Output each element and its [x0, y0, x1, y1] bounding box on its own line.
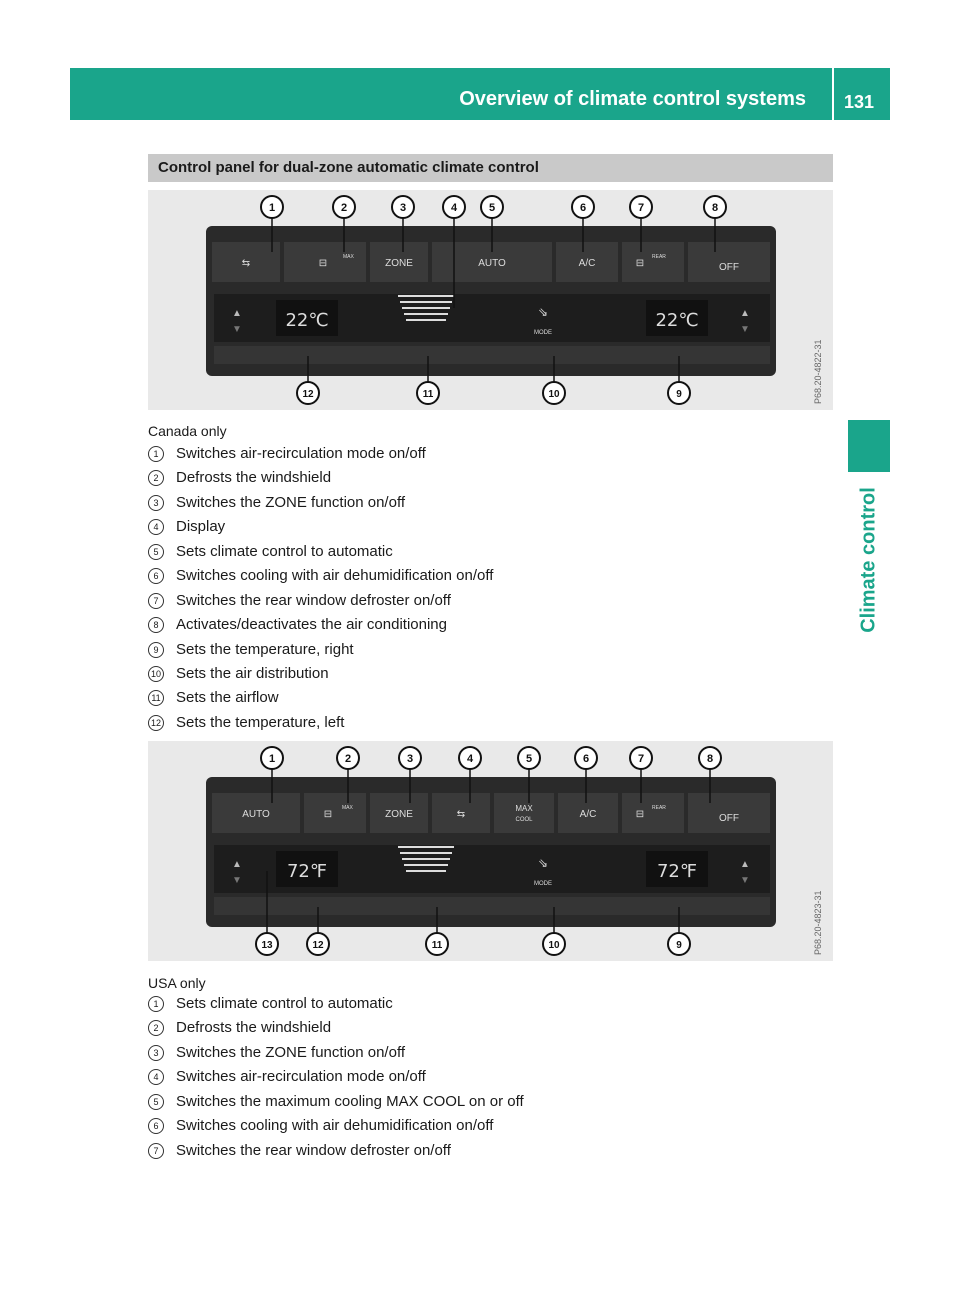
list-item: 7 Switches the rear window defroster on/off: [148, 589, 493, 613]
svg-text:13: 13: [261, 940, 273, 951]
figure-canada-panel: [148, 190, 833, 410]
temp-down-left-icon: ▼: [232, 875, 242, 886]
rear-defrost-button: [622, 793, 684, 833]
temp-left: 72℉: [286, 861, 328, 882]
list-item: 4 Display: [148, 515, 493, 539]
svg-text:10: 10: [548, 940, 560, 951]
list-item: 5 Sets climate control to automatic: [148, 540, 493, 564]
max-label: MAX: [342, 805, 353, 811]
auto-label: AUTO: [478, 258, 506, 269]
svg-text:9: 9: [676, 940, 682, 951]
callouts-bottom: [297, 382, 690, 404]
svg-text:4: 4: [466, 753, 474, 765]
off-label: OFF: [719, 813, 739, 824]
defrost-icon: ⊟: [323, 809, 333, 820]
list-item: 10 Sets the air distribution: [148, 662, 493, 686]
list-item: 5 Switches the maximum cooling MAX COOL on or off: [148, 1090, 524, 1114]
section-heading-text: Control panel for dual-zone automatic climate control: [158, 159, 539, 176]
svg-text:1: 1: [268, 753, 276, 765]
figure-code: P68.20-4823-31: [813, 890, 823, 955]
chapter-tab: [848, 420, 890, 472]
auto-label: AUTO: [242, 809, 270, 820]
list-item: 9 Sets the temperature, right: [148, 638, 493, 662]
figure-code: P68.20-4822-31: [813, 339, 823, 404]
page-header: [70, 68, 890, 120]
max-label: MAX: [343, 254, 354, 260]
chapter-label: Climate control: [857, 487, 880, 633]
temp-up-right-icon: ▲: [740, 859, 750, 870]
list-item: 2 Defrosts the windshield: [148, 466, 493, 490]
svg-text:5: 5: [525, 753, 533, 765]
list-item: 12 Sets the temperature, left: [148, 711, 493, 735]
temp-down-left-icon: ▼: [232, 324, 242, 335]
svg-text:3: 3: [399, 202, 407, 214]
rear-defrost-icon: ⊟: [635, 258, 645, 269]
page-title: Overview of climate control systems: [459, 88, 806, 110]
ac-label: A/C: [579, 809, 597, 820]
mode-label: MODE: [534, 330, 552, 336]
rear-defrost-icon: ⊟: [635, 809, 645, 820]
svg-text:1: 1: [268, 202, 276, 214]
list-item: 1 Sets climate control to automatic: [148, 992, 524, 1016]
page-number: 131: [844, 92, 875, 112]
defrost-max-button: [304, 793, 366, 833]
zone-label: ZONE: [385, 809, 413, 820]
list-item: 7 Switches the rear window defroster on/off: [148, 1139, 524, 1163]
list-item: 6 Switches cooling with air dehumidification on/off: [148, 1114, 524, 1138]
temp-up-left-icon: ▲: [232, 308, 242, 319]
rear-defrost-button: [622, 242, 684, 282]
climate-panel-diagram-usa: [148, 741, 833, 961]
caption-usa: USA only: [148, 975, 206, 991]
list-item: 11 Sets the airflow: [148, 686, 493, 710]
list-item: 3 Switches the ZONE function on/off: [148, 1041, 524, 1065]
air-distribution-icon: ⇘: [537, 305, 549, 319]
temp-right: 72℉: [656, 861, 698, 882]
svg-text:8: 8: [711, 202, 719, 214]
rear-label: REAR: [652, 254, 666, 260]
svg-text:12: 12: [312, 940, 324, 951]
rocker-strip: [214, 897, 770, 915]
temp-right: 22℃: [655, 310, 699, 331]
list-item: 1 Switches air-recirculation mode on/off: [148, 442, 493, 466]
temp-left: 22℃: [285, 310, 329, 331]
temp-down-right-icon: ▼: [740, 324, 750, 335]
off-label: OFF: [719, 262, 739, 273]
list-item: 2 Defrosts the windshield: [148, 1016, 524, 1040]
max-cool-button: [494, 793, 554, 833]
rocker-strip: [214, 346, 770, 364]
svg-text:4: 4: [450, 202, 458, 214]
svg-text:3: 3: [406, 753, 414, 765]
list-item: 8 Activates/deactivates the air conditioning: [148, 613, 493, 637]
svg-text:11: 11: [422, 389, 434, 400]
svg-text:2: 2: [340, 202, 348, 214]
figure-usa-panel: [148, 741, 833, 961]
max-cool-label-bottom: COOL: [515, 817, 533, 823]
header-divider: [832, 68, 834, 120]
list-item: 3 Switches the ZONE function on/off: [148, 491, 493, 515]
rear-label: REAR: [652, 805, 666, 811]
svg-text:8: 8: [706, 753, 714, 765]
section-heading: [148, 154, 833, 182]
legend-list-usa: [148, 992, 524, 1163]
defrost-icon: ⊟: [318, 258, 328, 269]
legend-list-canada: [148, 442, 493, 735]
recirculation-icon: ⇆: [241, 258, 251, 269]
svg-text:2: 2: [344, 753, 352, 765]
svg-text:9: 9: [676, 389, 682, 400]
zone-label: ZONE: [385, 258, 413, 269]
recirculation-icon: ⇆: [456, 809, 466, 820]
svg-text:12: 12: [302, 389, 314, 400]
list-item: 6 Switches cooling with air dehumidification on/off: [148, 564, 493, 588]
list-item: 4 Switches air-recirculation mode on/off: [148, 1065, 524, 1089]
svg-text:6: 6: [579, 202, 587, 214]
callouts-top: [261, 747, 721, 769]
temp-down-right-icon: ▼: [740, 875, 750, 886]
svg-text:11: 11: [431, 940, 443, 951]
temp-up-left-icon: ▲: [232, 859, 242, 870]
callout-numbers-bottom: [302, 389, 682, 400]
temp-up-right-icon: ▲: [740, 308, 750, 319]
svg-text:6: 6: [582, 753, 590, 765]
svg-text:10: 10: [548, 389, 560, 400]
air-distribution-icon: ⇘: [537, 856, 549, 870]
svg-text:7: 7: [637, 202, 645, 214]
climate-panel-diagram-canada: [148, 190, 833, 410]
max-cool-label-top: MAX: [515, 804, 533, 813]
svg-text:5: 5: [488, 202, 496, 214]
svg-text:7: 7: [637, 753, 645, 765]
ac-label: A/C: [578, 258, 596, 269]
caption-canada: Canada only: [148, 423, 227, 439]
mode-label: MODE: [534, 881, 552, 887]
